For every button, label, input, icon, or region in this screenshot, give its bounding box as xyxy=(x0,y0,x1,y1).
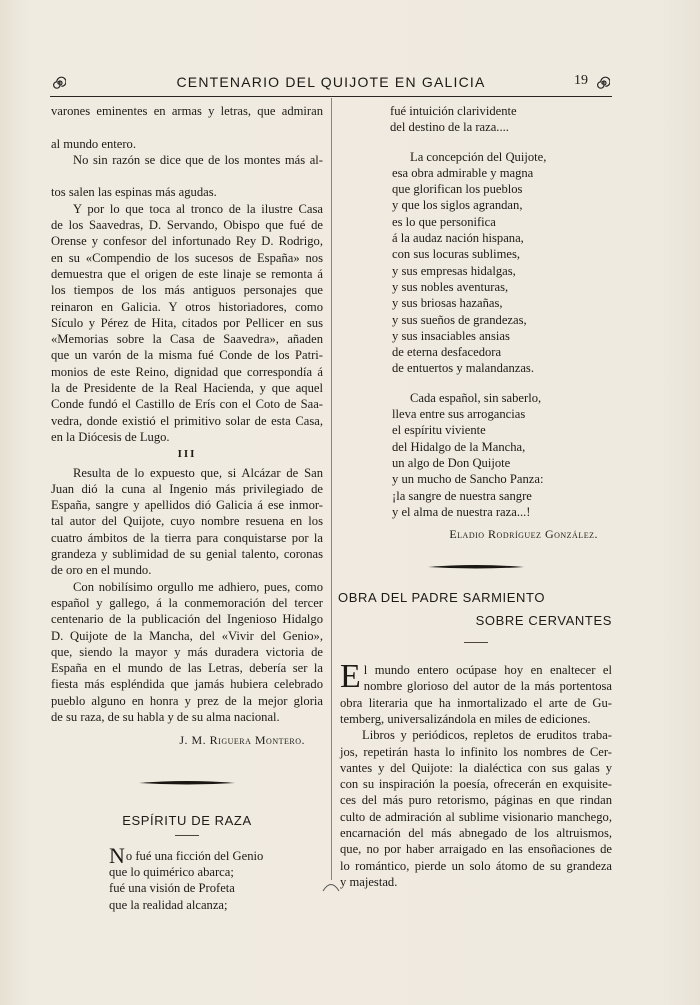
author-signature: Eladio Rodríguez González. xyxy=(449,527,598,542)
poem-line: á la audaz nación hispana, xyxy=(392,231,524,246)
paragraph-nobilisimo: Con nobilísimo orgullo me adhiero, pues, como español y gallego, á la conmemoración del tercer centenario de la publicación del Ingenioso Hidalgo D. Quijote de la Mancha, del «Vivir del Genio», que, siendo la mayor y más duradera victoria de España en el mundo de las Letras, debería ser la fiesta más espléndida que jamás hubiera celebrado pueblo alguno en honra y prez de la mejor gloria de su raza, de su habla y de su alma nacional. xyxy=(51,579,323,724)
poem-line: y el alma de nuestra raza...! xyxy=(392,504,531,519)
poem-line: que glorifican los pueblos xyxy=(392,182,523,197)
column-divider xyxy=(331,98,332,880)
poem-line: del destino de la raza.... xyxy=(390,120,509,135)
poem-line: y un mucho de Sancho Panza: xyxy=(392,472,544,487)
poem-line: No fué una ficción del Genio xyxy=(109,842,264,868)
poem-line: esa obra admirable y magna xyxy=(392,165,534,180)
poem-line: de entuertos y malandanzas. xyxy=(392,361,534,376)
poem-line: fué una visión de Profeta xyxy=(109,881,235,896)
drop-cap: E xyxy=(340,662,361,695)
section-number: III xyxy=(177,448,197,461)
title-rule xyxy=(464,642,488,643)
title-rule xyxy=(175,835,199,836)
column-end-ornament-icon xyxy=(322,878,340,892)
poem-line: que la realidad alcanza; xyxy=(109,897,228,912)
drop-cap: N xyxy=(109,842,125,868)
poem-line: un algo de Don Quijote xyxy=(392,455,511,470)
paragraph-resulta: Resulta de lo expuesto que, si Alcázar de San Juan dió la cuna al Ingenio más privilegiado de España, sangre y apellidos dió Galicia á ese inmor- tal autor del Quijote, cuyo nombre resuena en los cuatro ámbitos de la tierra para conquistarse por la grandeza y sublimidad de su genial talento, coronas de oro en el mundo. xyxy=(51,465,323,578)
poem-line: es lo que personifica xyxy=(392,214,496,229)
article-body: E l mundo entero ocúpase hoy en enaltecer el nombre glorioso del autor de la más portentosa obra literaria que ha inmortalizado el arte de Gu- temberg, universalizándola en miles de ediciones. Libros y periódicos, repletos de eruditos traba- jos, repetirán hasta lo infinito los nombres de Cer- vantes y del Quijote: la dialéctica con sus galas y con su inspiración la poesía, ofrecerán en exquisite- ces del más puro retorismo, páginas en que rindan culto de admiración al sublime visionario manchego, encarnación del más abnegado de los altruismos, que, no por haber arraigado en las ensoñaciones de lo romántico, pierde un solo átomo de su grandeza y majestad. xyxy=(340,662,612,889)
right-column xyxy=(340,103,612,890)
paragraph-saavedra: Y por lo que toca al tronco de la ilustre Casa de los Saavedras, D. Servando, Obispo que fué de Orense y confesor del infortunado Rey D. Rodrigo, en su «Compendio de los sucesos de España» nos demuestra que el origen de este linaje se remonta á los tiempos de los más antiguos personajes que reinaron en Galicia. Y otros historiadores, como Sículo y Pérez de Hita, citados por Pellicer en sus «Memorias sobre la Casa de Saavedra», añaden que un varón de la misma fué Conde de los Patri- monios de este Reino, dignidad que correspondía á la de Presidente de la Real Hacienda, y que aquel Conde fundó el Castillo de Erís con el Coto de Saa- vedra, donde existió el primitivo solar de esta Casa, en la Diócesis de Lugo. xyxy=(51,201,323,444)
spiral-ornament-icon xyxy=(596,76,610,90)
poem-line: y sus sueños de grandezas, xyxy=(392,312,527,327)
author-signature: J. M. Riguera Montero. xyxy=(179,733,305,748)
poem-line: y sus empresas hidalgas, xyxy=(392,263,516,278)
header-title: CENTENARIO DEL QUIJOTE EN GALICIA xyxy=(176,74,486,90)
poem-line: La concepción del Quijote, xyxy=(410,149,547,164)
decorative-rule xyxy=(426,563,526,571)
poem xyxy=(51,842,323,913)
poem-line: de eterna desfacedora xyxy=(392,345,502,360)
poem-line: y sus nobles aventuras, xyxy=(392,279,509,294)
poem-line: y sus insaciables ansias xyxy=(392,328,510,343)
poem-stanza xyxy=(340,149,612,377)
poem-stanza xyxy=(340,390,612,520)
poem-stanza xyxy=(340,103,612,136)
poem-line: Cada español, sin saberlo, xyxy=(410,390,542,405)
paragraph: No sin razón se dice que de los montes más al- tos salen las espinas más agudas. xyxy=(51,152,323,200)
decorative-rule xyxy=(137,779,237,787)
poem-line: que lo quimérico abarca; xyxy=(109,865,234,880)
article-subtitle: SOBRE CERVANTES xyxy=(475,612,612,628)
left-column xyxy=(51,103,323,913)
poem-line: el espíritu viviente xyxy=(392,423,486,438)
running-header xyxy=(50,72,612,97)
paragraph: varones eminentes en armas y letras, que admiran al mundo entero. xyxy=(51,104,323,151)
poem-line: y sus briosas hazañas, xyxy=(392,296,503,311)
poem-line: y que los siglos agrandan, xyxy=(392,198,523,213)
poem-line: ¡la sangre de nuestra sangre xyxy=(392,488,532,503)
poem-title: ESPÍRITU DE RAZA xyxy=(122,812,252,828)
poem-line: fué intuición clarividente xyxy=(390,104,517,118)
poem-line: lleva entre sus arrogancias xyxy=(392,407,526,422)
page-number: 19 xyxy=(574,73,588,88)
poem-line: del Hidalgo de la Mancha, xyxy=(392,439,526,454)
poem-line: con sus locuras sublimes, xyxy=(392,247,521,262)
article-title: OBRA DEL PADRE SARMIENTO xyxy=(338,590,546,606)
